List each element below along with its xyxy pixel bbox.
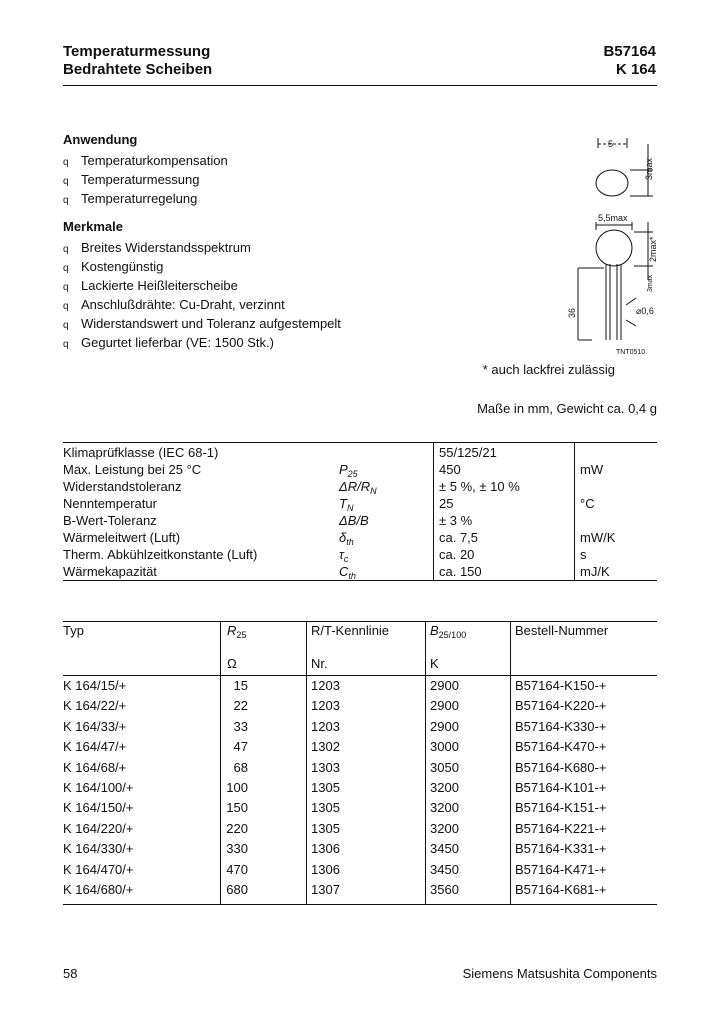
spec-symbol-sub: N: [346, 503, 354, 513]
spec-label: Wärmekapazität: [63, 564, 157, 579]
cell-r25: 15: [233, 678, 248, 693]
spec-label: B-Wert-Toleranz: [63, 513, 157, 528]
dimension-drawing: [540, 130, 665, 360]
cell-rt: 1306: [311, 841, 340, 857]
col-header-rt: R/T-Kennlinie: [311, 623, 390, 638]
specs-top-rule: [63, 442, 657, 443]
cell-order: B57164-K221-+: [515, 820, 607, 836]
cell-order: B57164-K151-+: [515, 800, 607, 816]
specs-table: [63, 444, 657, 580]
bullet-icon: q: [63, 282, 69, 293]
application-item-label: Temperaturmessung: [81, 172, 200, 187]
table-row: [63, 677, 657, 697]
features-item: [63, 277, 341, 296]
features-item: [63, 296, 341, 315]
application-list: [63, 152, 228, 209]
bullet-icon: q: [63, 157, 69, 168]
cell-order: B57164-K150-+: [515, 678, 607, 693]
cell-rt: 1306: [311, 861, 340, 877]
dimensions-note: Maße in mm, Gewicht ca. 0,4 g: [477, 401, 657, 416]
cell-b: 2900: [430, 678, 459, 693]
col-header-order: Bestell-Nummer: [515, 623, 609, 638]
cell-rt: 1305: [311, 779, 340, 795]
spec-symbol: [339, 461, 358, 478]
cell-order: B57164-K331-+: [515, 841, 607, 857]
cell-order: B57164-K330-+: [515, 718, 607, 734]
unit-r25: Ω: [227, 656, 237, 671]
features-item-label: Breites Widerstandsspektrum: [81, 240, 251, 255]
cell-r25: 150: [226, 800, 248, 816]
features-item-label: Kostengünstig: [81, 259, 164, 274]
features-item: [63, 258, 341, 277]
cell-b: 3200: [430, 820, 459, 836]
cell-b: 2900: [430, 718, 459, 734]
spec-row: [63, 478, 657, 495]
spec-symbol: [339, 529, 354, 546]
cell-order: B57164-K471-+: [515, 861, 607, 877]
types-bottom-rule: [63, 904, 657, 905]
unit-rt: Nr.: [311, 656, 328, 671]
features-item: [63, 315, 341, 334]
spec-symbol-main: C: [339, 564, 349, 579]
spec-symbol-main: τ: [339, 547, 344, 562]
table-row: [63, 738, 657, 758]
cell-b: 3450: [430, 841, 459, 857]
spec-symbol-sub: th: [348, 571, 356, 581]
cell-typ: K 164/220/+: [63, 820, 134, 836]
features-list: [63, 239, 341, 353]
footnote-lacquer: * auch lackfrei zulässig: [482, 362, 615, 377]
col-header-typ: Typ: [63, 623, 84, 638]
drawing-id: TNT0510: [616, 349, 646, 356]
application-item-label: Temperaturregelung: [81, 191, 198, 206]
bullet-icon: q: [63, 176, 69, 187]
spec-symbol-main: P: [339, 462, 348, 477]
bullet-icon: q: [63, 320, 69, 331]
table-row: [63, 840, 657, 860]
cell-rt: 1203: [311, 678, 340, 693]
spec-row: [63, 461, 657, 478]
part-series: K 164: [615, 61, 656, 78]
dim-lead-exit: 3max: [647, 274, 654, 292]
bullet-icon: q: [63, 301, 69, 312]
table-row: [63, 779, 657, 799]
cell-order: B57164-K470-+: [515, 739, 607, 755]
spec-symbol: [339, 478, 377, 495]
specs-bottom-rule: [63, 580, 657, 581]
spec-symbol: [339, 563, 356, 580]
page-title: [63, 43, 212, 79]
dim-coating: 2max*: [648, 236, 658, 262]
cell-b: 3560: [430, 881, 459, 897]
cell-r25: 68: [233, 759, 248, 775]
application-item: [63, 190, 228, 209]
types-header-rule: [63, 675, 657, 676]
spec-label: Nenntemperatur: [63, 496, 157, 511]
cell-order: B57164-K681-+: [515, 881, 607, 897]
cell-b: 2900: [430, 698, 459, 714]
features-item-label: Gegurtet lieferbar (VE: 1500 Stk.): [81, 335, 274, 350]
types-table: [63, 677, 657, 901]
cell-b: 3050: [430, 759, 459, 775]
spec-unit: mW/K: [580, 530, 616, 545]
title-line-2: Bedrahtete Scheiben: [63, 61, 213, 78]
spec-symbol-sub: N: [370, 486, 377, 496]
table-row: [63, 820, 657, 840]
cell-order: B57164-K220-+: [515, 698, 607, 714]
header-rule: [63, 85, 657, 86]
cell-rt: 1305: [311, 800, 340, 816]
unit-b: K: [430, 656, 439, 671]
cell-rt: 1302: [311, 739, 340, 755]
bullet-icon: q: [63, 263, 69, 274]
dim-wire-diameter: ⌀0,6: [636, 306, 654, 316]
spec-value: ca. 150: [439, 564, 482, 579]
cell-rt: 1307: [311, 881, 340, 897]
cell-rt: 1305: [311, 820, 340, 836]
features-item-label: Widerstandswert und Toleranz aufgestempelt: [81, 316, 341, 331]
table-row: [63, 799, 657, 819]
cell-r25: 220: [226, 820, 248, 836]
cell-b: 3200: [430, 800, 459, 816]
spec-value: ca. 20: [439, 547, 475, 562]
cell-b: 3450: [430, 861, 459, 877]
spec-row: [63, 444, 657, 461]
spec-symbol: [339, 546, 348, 563]
cell-order: B57164-K101-+: [515, 779, 607, 795]
cell-r25: 330: [226, 841, 248, 857]
dim-diameter: 5,5max: [598, 213, 628, 223]
bullet-icon: q: [63, 244, 69, 255]
features-heading: Merkmale: [63, 219, 123, 234]
application-heading: Anwendung: [63, 132, 138, 147]
col-header-b: $B_{25/100}$: [430, 623, 467, 640]
spec-label: Widerstandstoleranz: [63, 479, 182, 494]
spec-unit: °C: [580, 496, 595, 511]
spec-unit: mJ/K: [580, 564, 610, 579]
spec-row: [63, 495, 657, 512]
spec-value: ± 3 %: [439, 513, 473, 528]
cell-typ: K 164/22/+: [63, 698, 127, 714]
cell-typ: K 164/15/+: [63, 678, 127, 693]
features-item: [63, 239, 341, 258]
spec-label: Max. Leistung bei 25 °C: [63, 462, 202, 477]
cell-b: 3000: [430, 739, 459, 755]
spec-symbol: [339, 495, 353, 512]
bullet-icon: q: [63, 195, 69, 206]
part-number: [603, 43, 656, 79]
cell-typ: K 164/100/+: [63, 779, 134, 795]
cell-typ: K 164/33/+: [63, 718, 127, 734]
cell-r25: 680: [226, 881, 248, 897]
spec-value: ca. 7,5: [439, 530, 479, 545]
table-row: [63, 759, 657, 779]
cell-typ: K 164/47/+: [63, 739, 127, 755]
table-row: [63, 861, 657, 881]
company-name: Siemens Matsushita Components: [462, 966, 657, 981]
cell-typ: K 164/680/+: [63, 881, 134, 897]
spec-row: [63, 546, 657, 563]
cell-typ: K 164/330/+: [63, 841, 134, 857]
table-row: [63, 718, 657, 738]
col-header-r25: $R_{25}$: [227, 623, 247, 640]
spec-symbol-main: ΔR/R: [339, 479, 371, 494]
spec-value: 25: [439, 496, 454, 511]
spec-label: Wärmeleitwert (Luft): [63, 530, 181, 545]
cell-r25: 470: [226, 861, 248, 877]
spec-label: Therm. Abkühlzeitkonstante (Luft): [63, 547, 258, 562]
cell-rt: 1203: [311, 698, 340, 714]
dim-width: 5: [608, 139, 614, 149]
page-number: 58: [63, 966, 78, 981]
cell-r25: 100: [226, 779, 248, 795]
features-item: [63, 334, 341, 353]
cell-typ: K 164/150/+: [63, 800, 134, 816]
cell-rt: 1203: [311, 718, 340, 734]
spec-unit: mW: [580, 462, 604, 477]
types-top-rule: [63, 621, 657, 622]
spec-value: 450: [439, 462, 461, 477]
features-item-label: Anschlußdrähte: Cu-Draht, verzinnt: [81, 297, 285, 312]
cell-typ: K 164/68/+: [63, 759, 127, 775]
spec-unit: s: [580, 547, 587, 562]
spec-value: 55/125/21: [439, 445, 497, 460]
title-line-1: Temperaturmessung: [63, 43, 211, 60]
spec-symbol-sub: c: [343, 554, 349, 564]
dim-lead-length: 36: [567, 307, 577, 318]
cell-typ: K 164/470/+: [63, 861, 134, 877]
dim-thickness: 3max: [644, 157, 654, 180]
part-code: B57164: [603, 43, 656, 60]
application-item-label: Temperaturkompensation: [81, 153, 228, 168]
spec-symbol-main: δ: [339, 530, 347, 545]
table-row: [63, 881, 657, 901]
spec-row: [63, 529, 657, 546]
cell-r25: 22: [233, 698, 248, 714]
cell-r25: 33: [233, 718, 248, 734]
spec-row: [63, 563, 657, 580]
spec-symbol-sub: th: [346, 537, 354, 547]
spec-label: Klimaprüfklasse (IEC 68-1): [63, 445, 219, 460]
cell-r25: 47: [233, 739, 248, 755]
spec-symbol: [339, 512, 369, 529]
spec-value: ± 5 %, ± 10 %: [439, 479, 520, 494]
spec-symbol-main: ΔB/B: [339, 513, 369, 528]
bullet-icon: q: [63, 339, 69, 350]
cell-rt: 1303: [311, 759, 340, 775]
application-item: [63, 171, 228, 190]
application-item: [63, 152, 228, 171]
spec-row: [63, 512, 657, 529]
cell-b: 3200: [430, 779, 459, 795]
spec-symbol-sub: 25: [347, 469, 358, 479]
spec-symbol-main: T: [339, 496, 347, 511]
table-row: [63, 697, 657, 717]
features-item-label: Lackierte Heißleiterscheibe: [81, 278, 238, 293]
cell-order: B57164-K680-+: [515, 759, 607, 775]
